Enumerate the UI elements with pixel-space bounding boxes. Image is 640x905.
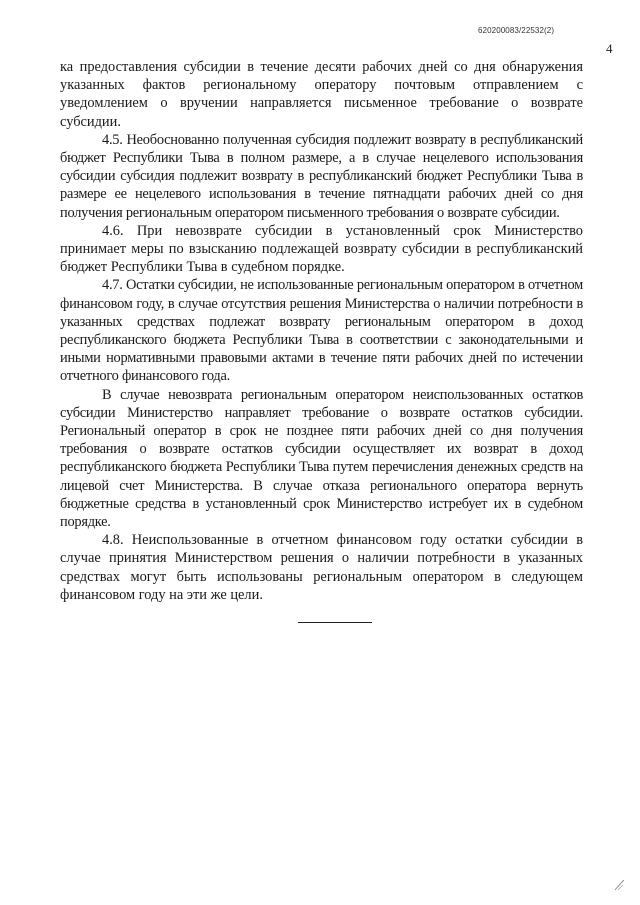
end-divider-line bbox=[298, 622, 372, 623]
paragraph-4-5: 4.5. Необоснованно полученная субсидия подлежит возврату в республиканский бюджет Республики Тыва в полном размере, а в случае нецелевого использования субсидии субсидия подлежит возврату в республиканский бюджет Республики Тыва в размере ее нецелевого использования в течение пятнадцати рабочих дней со дня получения региональным оператором письменного требования о возврате субсидии. bbox=[60, 131, 583, 221]
page-number: 4 bbox=[606, 41, 613, 56]
paragraph-continuation: ка предоставления субсидии в течение десяти рабочих дней со дня обнаружения указанных фактов региональному оператору почтовым отправлением с уведомлением о вручении направляется письменное требование о возврате субсидии. bbox=[60, 59, 583, 130]
paragraph-4-7: 4.7. Остатки субсидии, не использованные региональным оператором в отчетном финансовом году, в случае отсутствия решения Министерства о наличии потребности в указанных средствах подлежат возврату региональным оператором в доход республиканского бюджета Республики Тыва в соответствии с законодательными и иными нормативными правовыми актами в течение пяти рабочих дней по истечении отчетного финансового года. bbox=[60, 277, 583, 385]
document-body bbox=[60, 58, 583, 604]
paragraph-4-6: 4.6. При невозврате субсидии в установленный срок Министерство принимает меры по взысканию подлежащей возврату субсидии в республиканский бюджет Республики Тыва в судебном порядке. bbox=[60, 222, 583, 276]
corner-scribble-mark bbox=[612, 878, 626, 892]
document-id: 620200083/22532(2) bbox=[478, 26, 555, 35]
paragraph-nonreturn: В случае невозврата региональным оператором неиспользованных остатков субсидии Министерство направляет требование о возврате остатков субсидии. Региональный оператор в срок не позднее пяти рабочих дней со дня получения требования о возврате остатков субсидии осуществляет их возврат в доход республиканского бюджета Республики Тыва путем перечисления денежных средств на лицевой счет Министерства. В случае отказа регионального оператора вернуть бюджетные средства в установленный срок Министерство истребует их в судебном порядке. bbox=[60, 386, 583, 531]
paragraph-4-8: 4.8. Неиспользованные в отчетном финансовом году остатки субсидии в случае принятия Министерством решения о наличии потребности в указанных средствах могут быть использованы региональным оператором в следующем финансовом году на эти же цели. bbox=[60, 532, 583, 603]
